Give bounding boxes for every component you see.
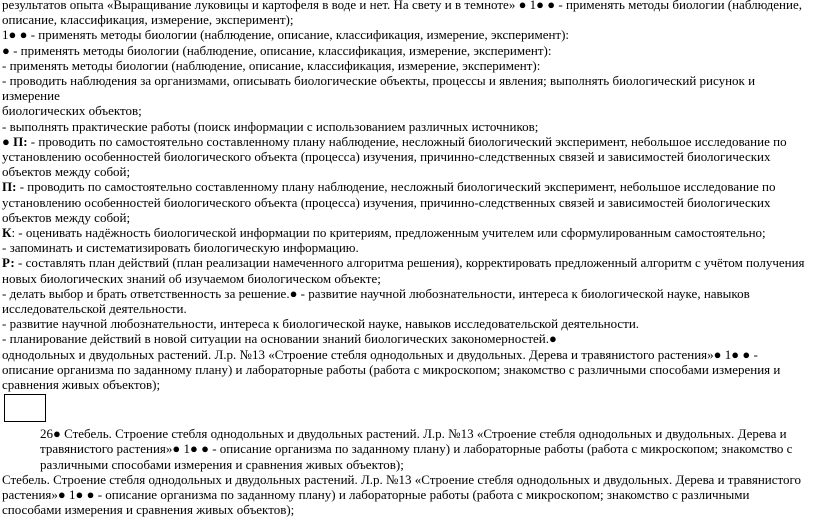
text-line: результатов опыта «Выращивание луковицы и картофеля в воде и нет. На свету и в темноте» ● 1● ● - применять методы биологии (наблюдение, (2, 0, 802, 12)
paragraph-label: ● П: (2, 133, 28, 149)
text-line: - развитие научной любознательности, интереса к биологической науке, навыков исследовательской деятельности. (2, 316, 640, 332)
paragraph-label: П: (2, 179, 17, 195)
paragraph-label: Р: (2, 255, 15, 271)
text-line: биологических объектов; (2, 103, 142, 119)
text-paragraph: Стебель. Строение стебля однодольных и двудольных растений. Л.р. №13 «Строение стебля однодольных и двудольных. Дерева и травянистого растения»● 1● ● - описание организма по заданному плану) и лабораторные работы (работа с микроскопом; знакомство с различными способами измерения и сравнения живых объектов); (2, 471, 802, 518)
lesson-row-26: 26● Стебель. Строение стебля однодольных и двудольных растений. Л.р. №13 «Строение стебля однодольных и двудольных. Дерева и травянистого растения»● 1● ● - описание организма по заданному плану) и лабораторные работы (работа с микроскопом; знакомство с различными способами измерения и сравнения живых объектов); (40, 426, 793, 472)
communicative-skills-paragraph (2, 225, 812, 240)
text-line: - выполнять практические работы (поиск информации с использованием различных источников; (2, 118, 539, 134)
paragraph-text: - проводить по самостоятельно составленному плану наблюдение, несложный биологический эксперимент, небольшое исследование по установлению особенностей биологического объекта (процесса) изучения, причинно-следственных связей и зависимостей биологических объектов между собой; (2, 179, 776, 225)
text-line: - планирование действий в новой ситуации на основании знаний биологических закономерностей.● (2, 331, 557, 347)
paragraph-label: К (2, 225, 12, 241)
empty-table-cell (4, 394, 46, 422)
text-paragraph: однодольных и двудольных растений. Л.р. №13 «Строение стебля однодольных и двудольных. Дерева и травянистого растения»● 1● ● - описание организма по заданному плану) и лабораторные работы (работа с микроскопом; знакомство с различными способами измерения и сравнения живых объектов); (2, 346, 781, 393)
table-cell-row (2, 392, 812, 426)
paragraph-text: - составлять план действий (план реализации намеченного алгоритма решения), корректировать предложенный алгоритм с учётом получения новых биологических знаний об изучаемом биологическом объекте; (2, 255, 805, 286)
text-line: ● - применять методы биологии (наблюдение, описание, классификация, измерение, эксперимент): (2, 42, 552, 58)
text-line: 1● ● - применять методы биологии (наблюдение, описание, классификация, измерение, эксперимент): (2, 27, 570, 43)
document-body (2, 0, 812, 518)
text-line: описание, классификация, измерение, эксперимент); (2, 12, 294, 28)
text-line: - проводить наблюдения за организмами, описывать биологические объекты, процессы и явления; выполнять биологический рисунок и измерение (2, 73, 756, 104)
cognitive-skills-paragraph-2 (2, 179, 812, 225)
regulatory-skills-paragraph (2, 255, 812, 285)
text-paragraph: - делать выбор и брать ответственность за решение.● - развитие научной любознательности, интереса к биологической науке, навыков исследовательской деятельности. (2, 285, 750, 317)
text-line: - запоминать и систематизировать биологическую информацию. (2, 240, 359, 256)
paragraph-text: : - оценивать надёжность биологической информации по критериям, предложенным учителем или сформулированным самостоятельно; (11, 225, 766, 241)
text-line: - применять методы биологии (наблюдение, описание, классификация, измерение, эксперимент): (2, 57, 541, 73)
paragraph-text: - проводить по самостоятельно составленному плану наблюдение, несложный биологический эксперимент, небольшое исследование по установлению особенностей биологического объекта (процесса) изучения, причинно-следственных связей и зависимостей биологических объектов между собой; (2, 133, 787, 180)
cognitive-skills-paragraph (2, 134, 812, 180)
